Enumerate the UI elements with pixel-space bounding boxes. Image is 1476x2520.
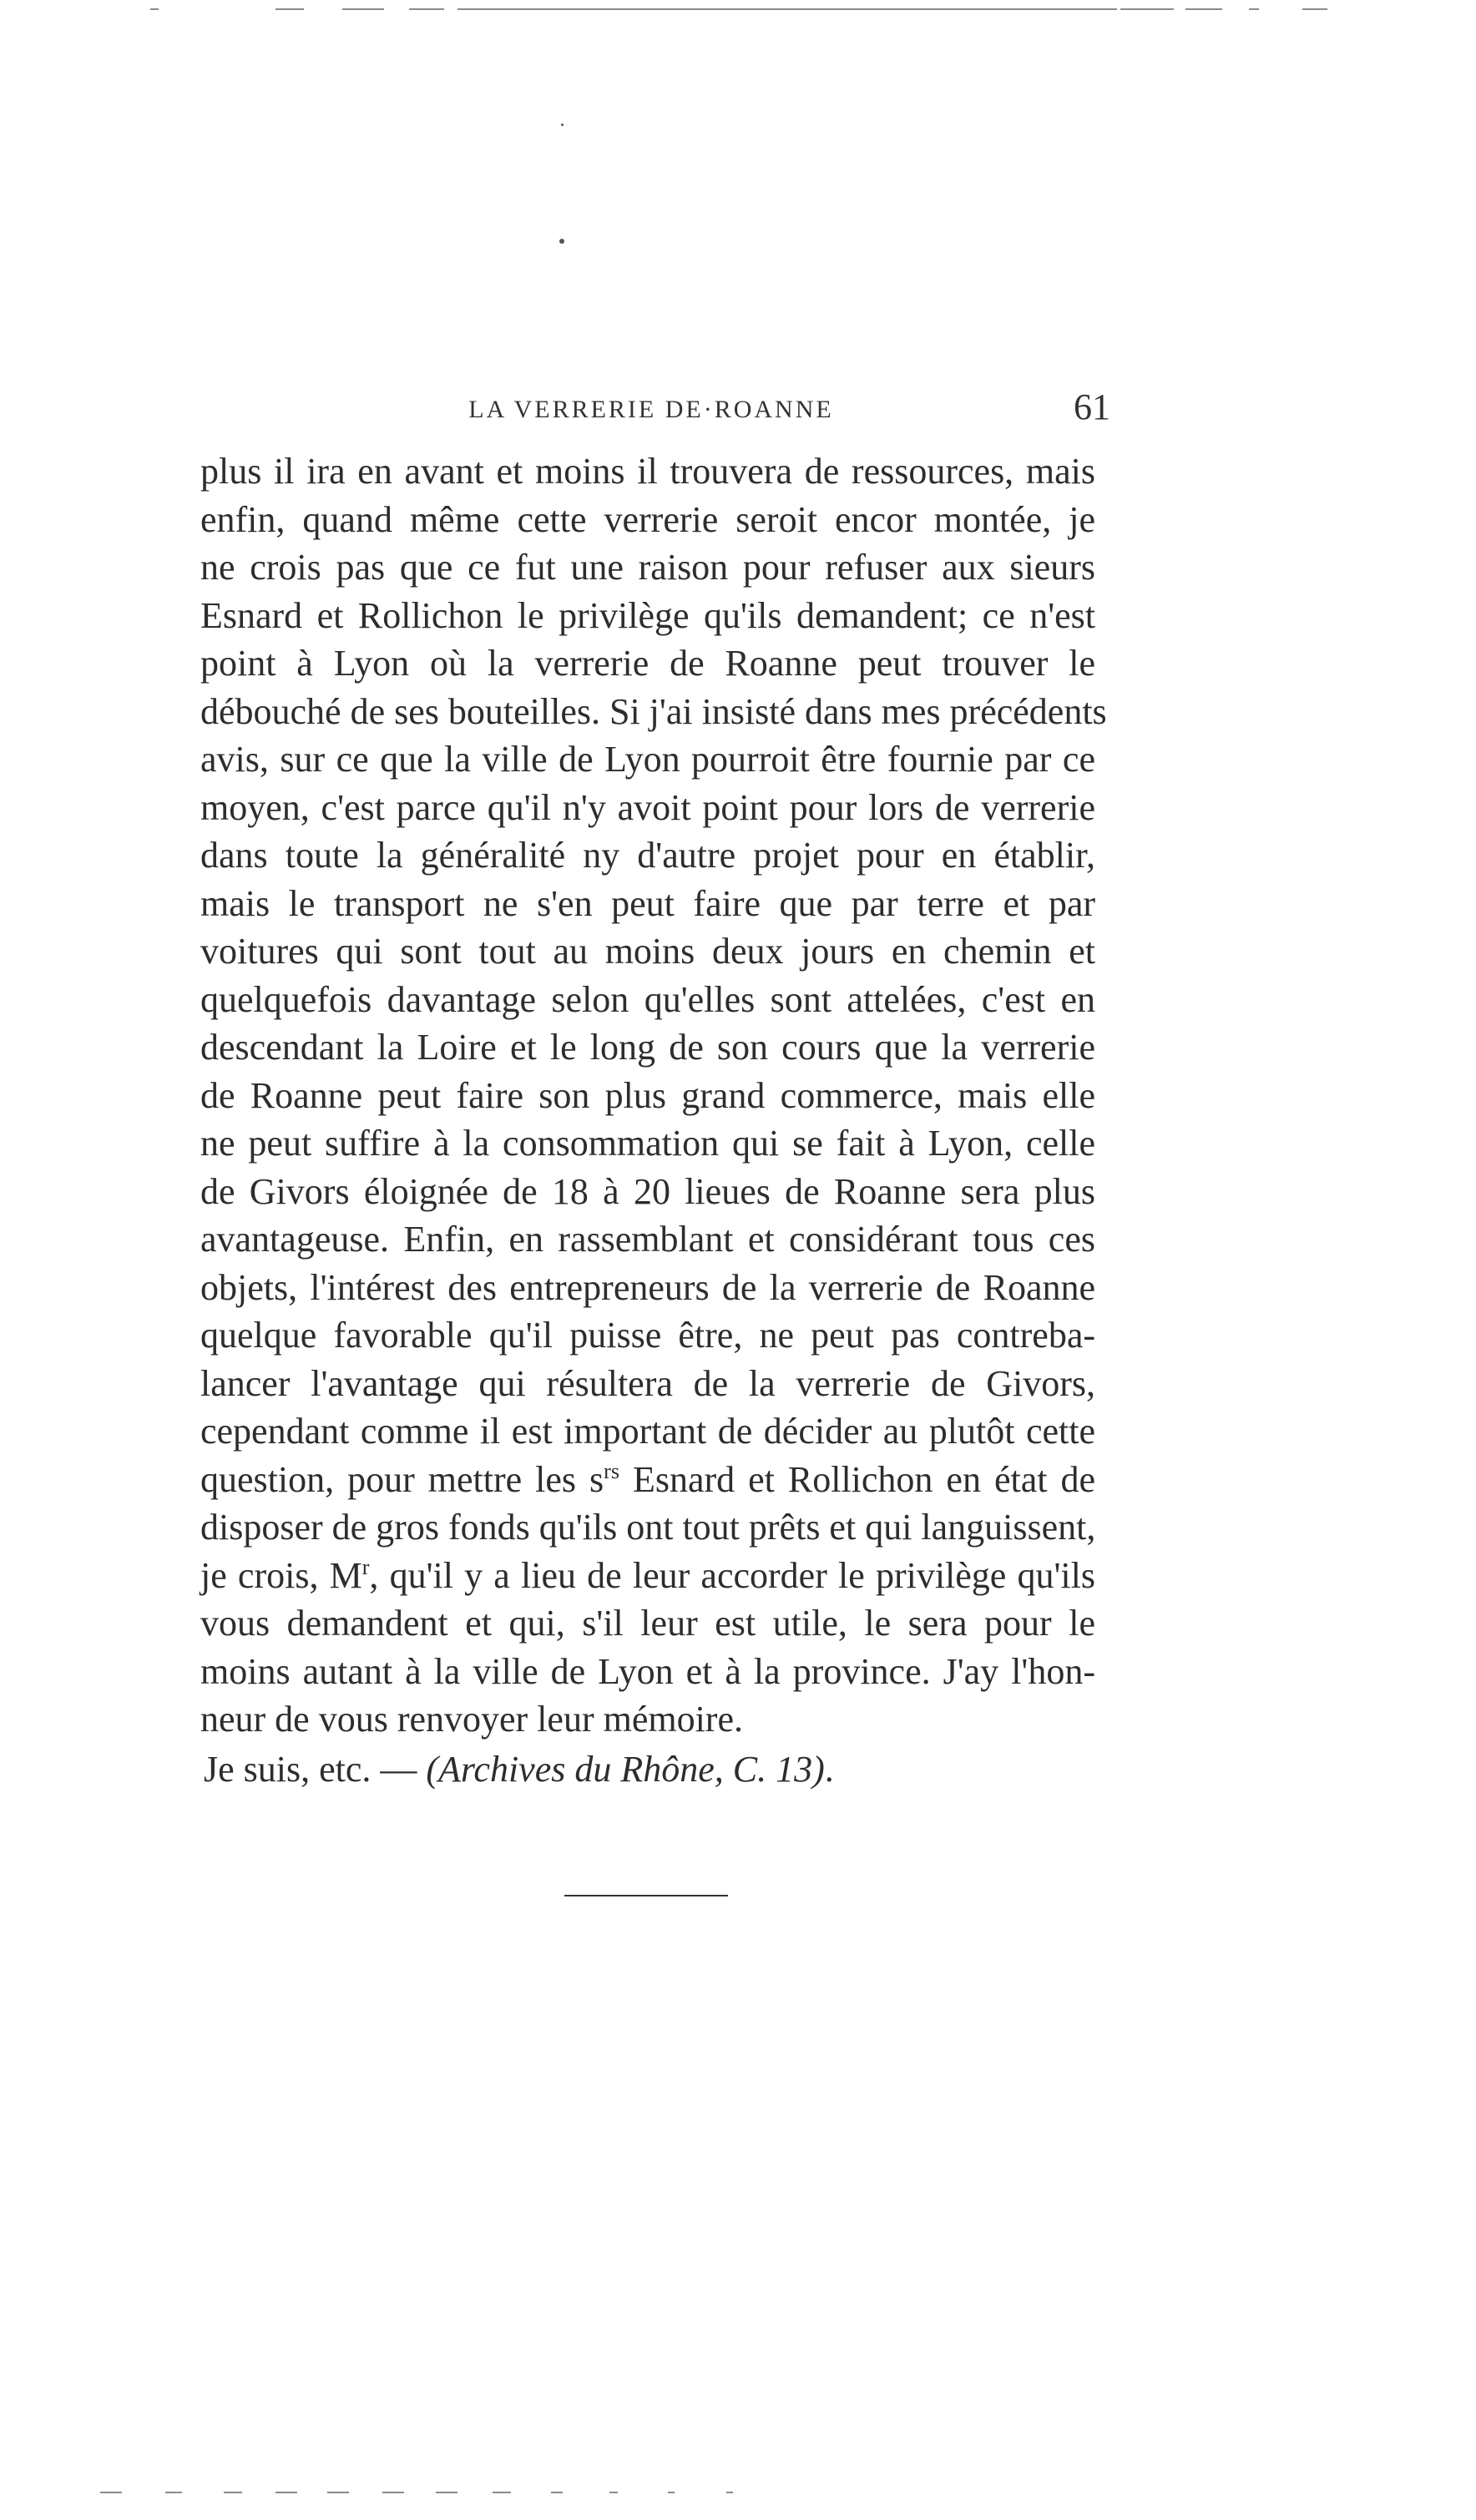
text-line: dans toute la généralité ny d'autre projet pour en établir, [200,835,1095,876]
superscript: rs [604,1458,619,1483]
text-line: ne crois pas que ce fut une raison pour refuser aux sieurs [200,547,1095,588]
bottom-edge-marks [0,2492,1476,2495]
section-rule [564,1895,728,1896]
text-line: quelquefois davantage selon qu'elles sont attelées, c'est en [200,978,1095,1020]
closing-period: . [824,1748,834,1790]
closing-line [200,1745,1095,1794]
text-line [200,1456,1095,1504]
text-line: point à Lyon où la verrerie de Roanne peut trouver le [200,643,1095,684]
running-title: LA VERRERIE DE·ROANNE [468,396,834,423]
text-line: avis, sur ce que la ville de Lyon pourroit être fournie par ce [200,739,1095,780]
text-line: mais le transport ne s'en peut faire que par terre et par [200,882,1095,924]
scan-speck [559,239,564,244]
text-line: ne peut suffire à la consommation qui se fait à Lyon, celle [200,1123,1095,1164]
closing-text: Je suis, etc. — [204,1748,427,1790]
top-edge-marks [0,8,1476,12]
archive-citation: (Archives du Rhône, C. 13) [426,1748,825,1790]
text-line: objets, l'intérest des entrepreneurs de la verrerie de Roanne [200,1266,1095,1308]
text-line: avantageuse. Enfin, en rassemblant et considérant tous ces [200,1219,1095,1260]
text-line: disposer de gros fonds qu'ils ont tout prêts et qui languissent, [200,1507,1096,1548]
text-line: plus il ira en avant et moins il trouvera de ressources, mais [200,451,1095,492]
text-line: de Givors éloignée de 18 à 20 lieues de Roanne sera plus [200,1170,1095,1212]
text-line: moins autant à la ville de Lyon et à la province. J'ay l'hon- [200,1650,1095,1692]
text-line: moyen, c'est parce qu'il n'y avoit point pour lors de verrerie [200,786,1095,828]
text-fragment: question, pour mettre les s [200,1458,604,1500]
text-line: Esnard et Rollichon le privilège qu'ils demandent; ce n'est [200,594,1095,636]
text-line: quelque favorable qu'il puisse être, ne peut pas contreba- [200,1315,1095,1356]
text-line: cependant comme il est important de décider au plutôt cette [200,1411,1095,1452]
text-line: débouché de ses bouteilles. Si j'ai insisté dans mes précédents [200,690,1107,732]
text-line [200,1552,1095,1600]
page-number: 61 [1074,386,1110,427]
text-line: vous demandent et qui, s'il leur est utile, le sera pour le [200,1603,1095,1644]
body-text [200,447,1107,1793]
text-line: descendant la Loire et le long de son cours que la verrerie [200,1027,1095,1068]
text-line: voitures qui sont tout au moins deux jours en chemin et [200,931,1095,972]
text-line: neur de vous renvoyer leur mémoire. [200,1699,743,1740]
text-fragment: , qu'il y a lieu de leur accorder le privilège qu'ils [369,1554,1095,1596]
text-fragment: Esnard et Rollichon en état de [619,1458,1095,1500]
text-line: de Roanne peut faire son plus grand commerce, mais elle [200,1074,1095,1116]
text-fragment: je crois, M [200,1554,362,1596]
scan-speck [561,124,564,126]
text-line: lancer l'avantage qui résultera de la verrerie de Givors, [200,1362,1095,1404]
running-head [200,386,1110,436]
superscript: r [361,1554,370,1579]
text-line: enfin, quand même cette verrerie seroit encor montée, je [200,498,1095,540]
